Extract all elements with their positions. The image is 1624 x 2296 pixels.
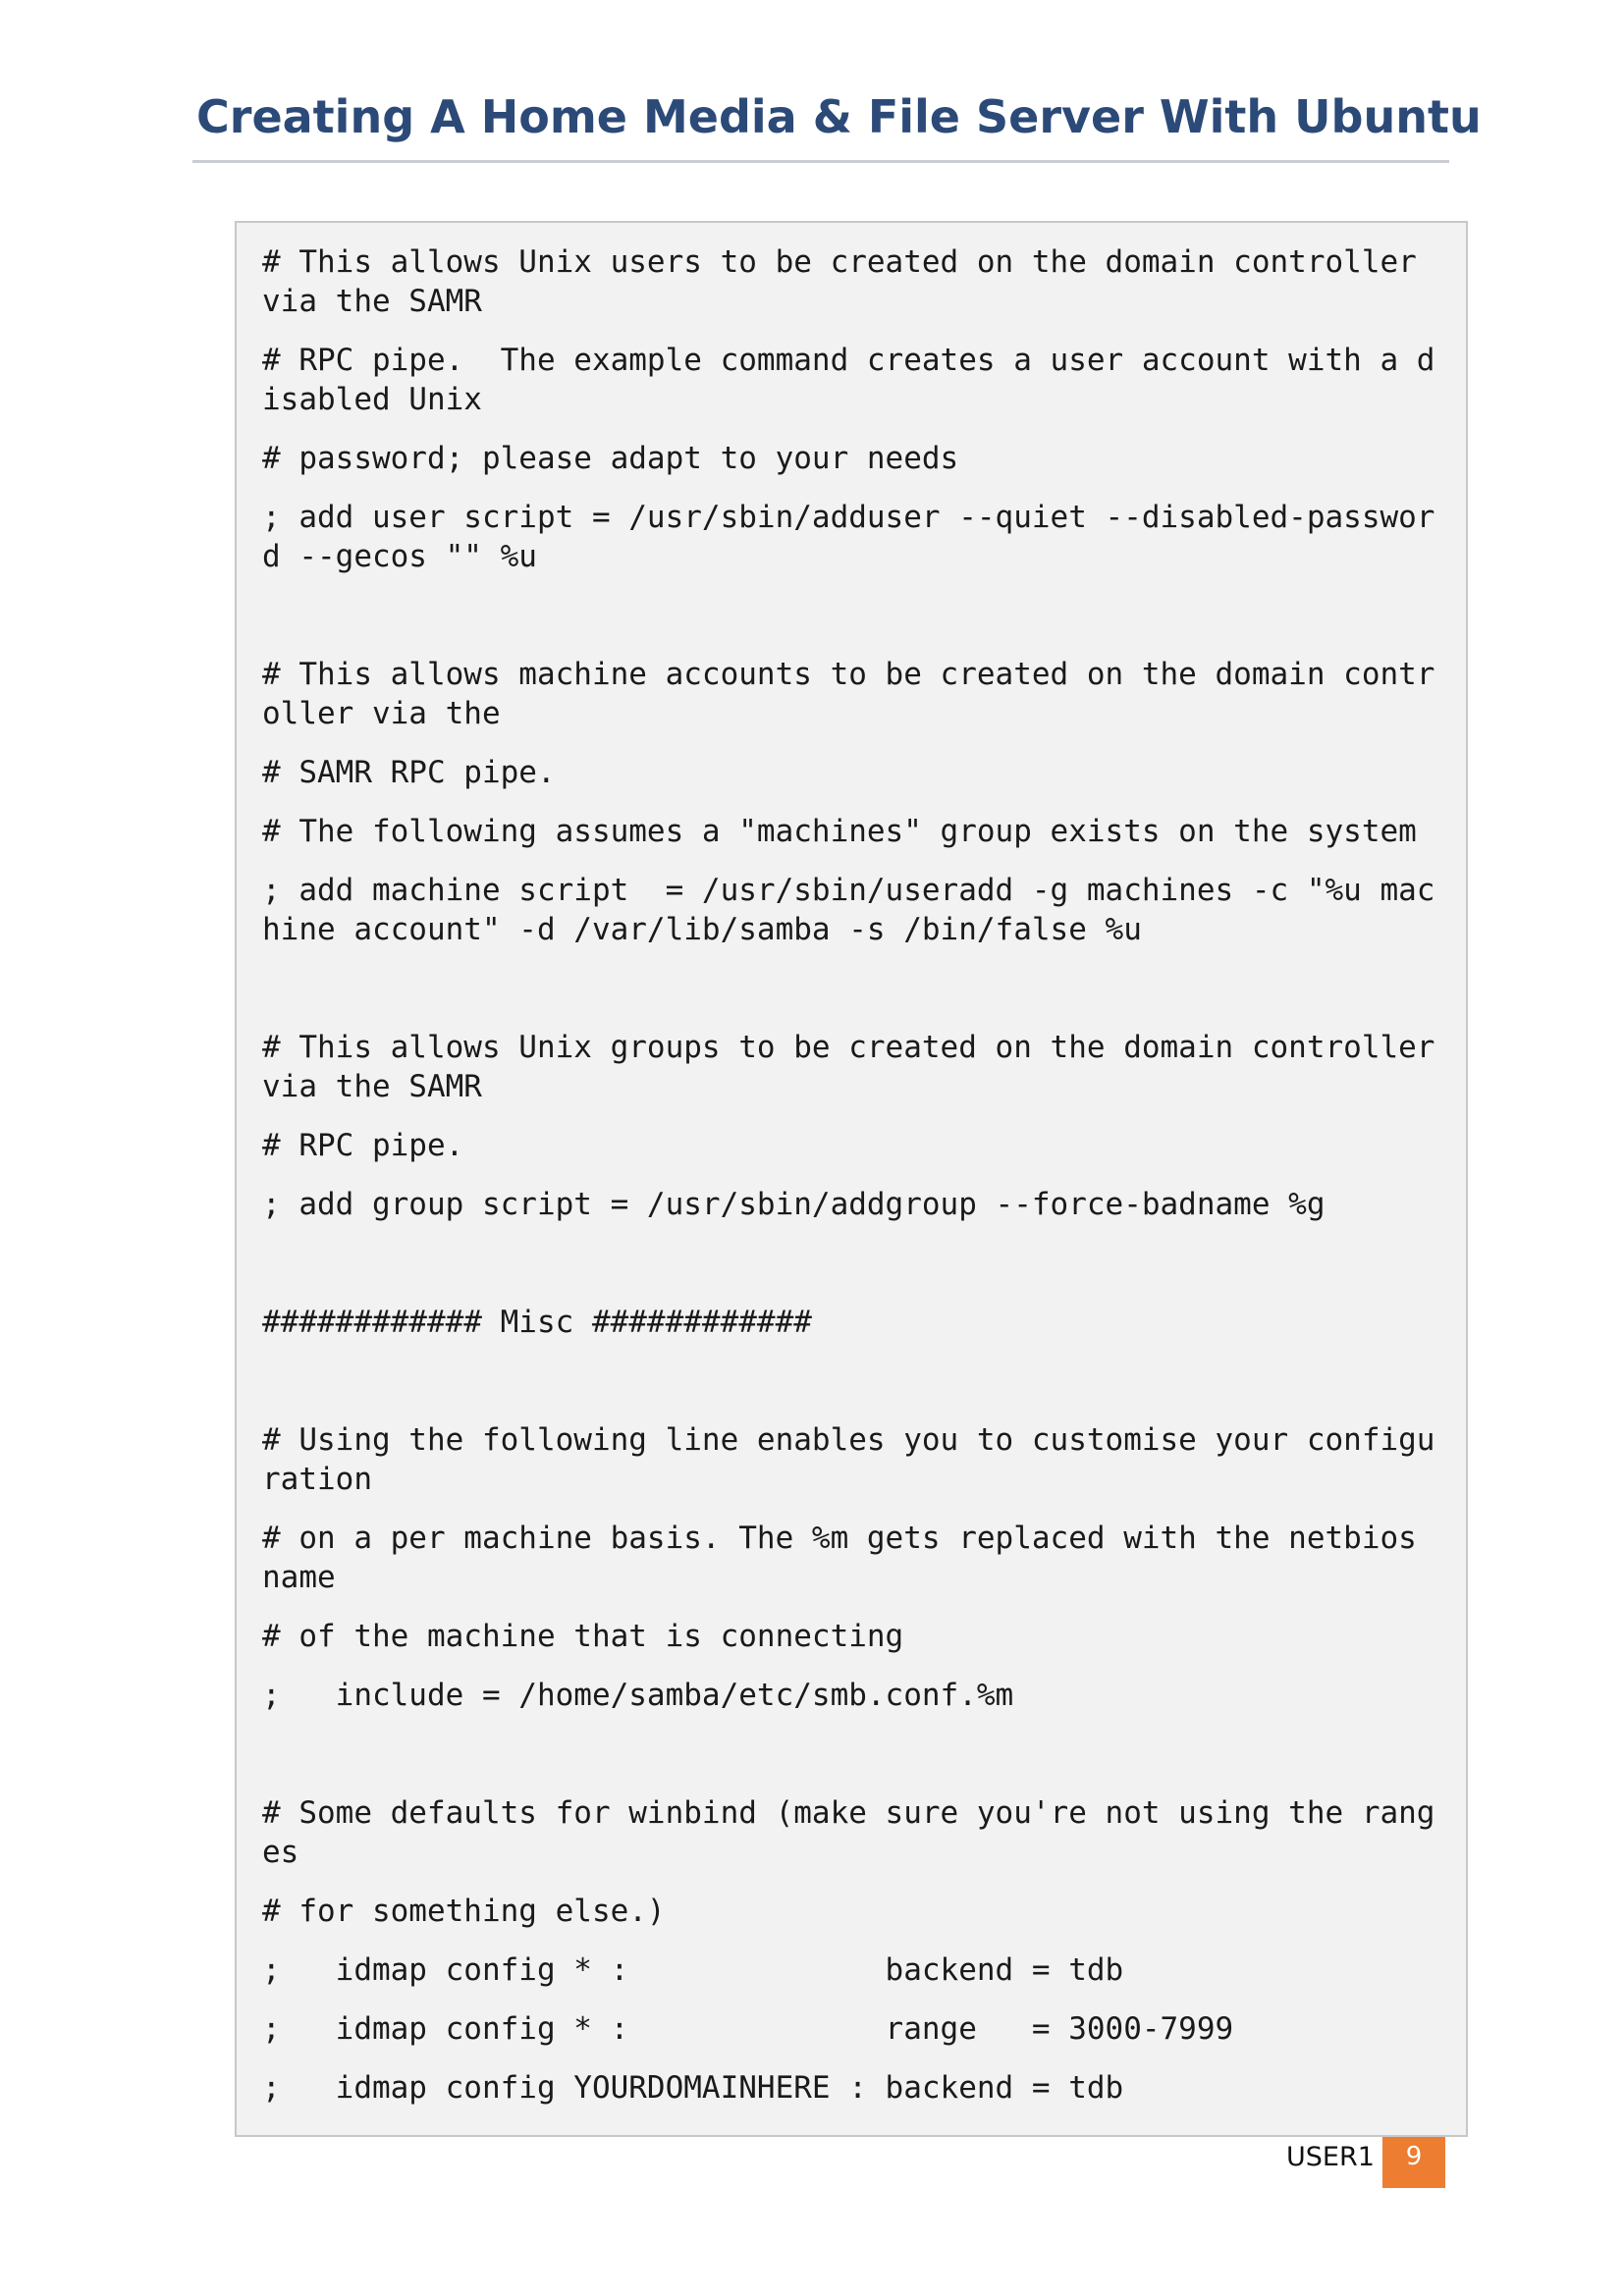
code-line: # Using the following line enables you to customise your configu ration xyxy=(262,1422,1435,1497)
code-line: ; add machine script = /usr/sbin/useradd -g machines -c "%u mac hine account" -d /var/lib/samba -s /bin/false %u xyxy=(262,873,1435,947)
code-block xyxy=(235,221,1468,2137)
code-blank-line xyxy=(262,596,1436,635)
code-line: # This allows Unix groups to be created on the domain controller via the SAMR xyxy=(262,1030,1435,1104)
code-line: # on a per machine basis. The %m gets replaced with the netbios name xyxy=(262,1521,1417,1595)
code-line: # for something else.) xyxy=(262,1894,666,1929)
code-line: ; add user script = /usr/sbin/adduser --quiet --disabled-passwor d --gecos "" %u xyxy=(262,500,1435,574)
code-blank-line xyxy=(262,1244,1436,1283)
page-title: Creating A Home Media & File Server With Ubuntu xyxy=(196,90,1482,143)
code-line: # This allows machine accounts to be created on the domain contr oller via the xyxy=(262,657,1435,731)
code-blank-line xyxy=(262,1362,1436,1401)
code-line: # SAMR RPC pipe. xyxy=(262,755,556,790)
code-line: ; add group script = /usr/sbin/addgroup --force-badname %g xyxy=(262,1187,1326,1222)
code-line: # This allows Unix users to be created on the domain controller via the SAMR xyxy=(262,244,1417,319)
code-line: # Some defaults for winbind (make sure you're not using the rang es xyxy=(262,1795,1435,1870)
code-blank-line xyxy=(262,1735,1436,1774)
code-line: # password; please adapt to your needs xyxy=(262,441,959,476)
code-line: # RPC pipe. xyxy=(262,1128,464,1163)
code-line: ; idmap config * : backend = tdb xyxy=(262,1952,1124,1988)
title-divider xyxy=(192,160,1449,163)
code-lines xyxy=(262,242,1436,2127)
code-line: # of the machine that is connecting xyxy=(262,1619,904,1654)
code-line: ; include = /home/samba/etc/smb.conf.%m xyxy=(262,1678,1014,1713)
footer-label: USER1 xyxy=(1286,2142,1375,2172)
code-line: # The following assumes a "machines" group exists on the system xyxy=(262,814,1417,849)
code-line: # RPC pipe. The example command creates a user account with a d isabled Unix xyxy=(262,343,1435,417)
code-line: ; idmap config YOURDOMAINHERE : backend = tdb xyxy=(262,2070,1124,2106)
code-line: ############ Misc ############ xyxy=(262,1305,812,1340)
code-blank-line xyxy=(262,969,1436,1008)
code-line: ; idmap config * : range = 3000-7999 xyxy=(262,2011,1234,2047)
page-number: 9 xyxy=(1382,2137,1445,2188)
